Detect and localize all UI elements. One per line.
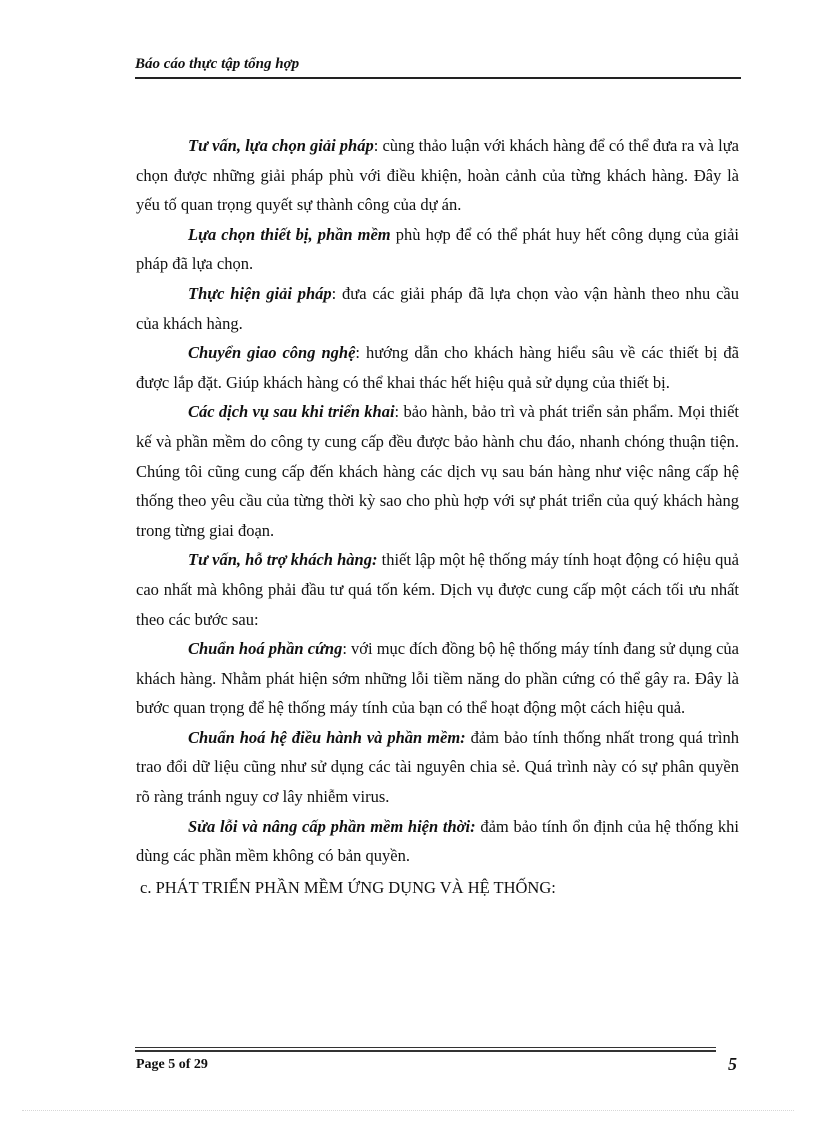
paragraph — [136, 545, 739, 634]
section-heading: c. PHÁT TRIỂN PHẦN MỀM ỨNG DỤNG VÀ HỆ THỐNG: — [140, 877, 556, 897]
paragraph-text: : với mục đích đồng bộ hệ thống máy tính đang sử dụng của khách hàng. Nhằm phát hiện sớm những lỗi tiềm năng do phần cứng có thể gây ra. Đây là bước quan trọng để hệ thống máy tính của bạn có thể hoạt động một cách hiệu quả. — [136, 639, 739, 718]
page-bottom-border — [22, 1110, 794, 1111]
paragraph-text: : bảo hành, bảo trì và phát triển sản phẩm. Mọi thiết kế và phần mềm do công ty cung cấp đều được bảo hành chu đáo, nhanh chóng thuận tiện. Chúng tôi cũng cung cấp đến khách hàng các dịch vụ sau bán hàng như việc nâng cấp hệ thống theo yêu cầu của từng thời kỳ sao cho phù hợp với sự phát triển của quý khách hàng trong từng giai đoạn. — [136, 402, 739, 540]
footer-divider-thick — [135, 1050, 716, 1052]
footer-divider-thin — [135, 1047, 716, 1048]
document-body — [136, 131, 739, 902]
paragraph-term: Thực hiện giải pháp — [188, 283, 332, 303]
header-title: Báo cáo thực tập tổng hợp — [135, 56, 300, 72]
paragraph — [136, 220, 739, 279]
page-number: 5 — [728, 1054, 737, 1074]
paragraph-term: Chuyển giao công nghệ — [188, 343, 356, 363]
paragraph-term: Các dịch vụ sau khi triển khai — [188, 402, 395, 422]
paragraph-text: phù hợp để có thể phát huy hết công dụng của giải pháp đã lựa chọn. — [136, 224, 739, 274]
paragraph-text: thiết lập một hệ thống máy tính hoạt động có hiệu quả cao nhất mà không phải đầu tư quá tốn kém. Dịch vụ được cung cấp một cách tối ưu nhất theo các bước sau: — [136, 550, 739, 629]
paragraph — [136, 397, 739, 545]
paragraph — [136, 338, 739, 397]
paragraph-term: Tư vấn, lựa chọn giải pháp — [188, 136, 374, 155]
paragraph — [136, 131, 739, 220]
footer-divider — [135, 1047, 716, 1054]
paragraph-term: Chuẩn hoá phần cứng — [188, 639, 343, 659]
paragraph-term: Tư vấn, hỗ trợ khách hàng: — [188, 550, 378, 570]
page-header — [135, 54, 741, 79]
paragraph-term: Lựa chọn thiết bị, phần mềm — [188, 224, 391, 244]
paragraph-term: Sửa lỗi và nâng cấp phần mềm hiện thời: — [188, 816, 476, 836]
page-count-label: Page 5 of 29 — [136, 1057, 208, 1072]
paragraph-term: Chuẩn hoá hệ điều hành và phần mềm: — [188, 727, 466, 747]
paragraph — [136, 723, 739, 812]
paragraph-text: : hướng dẫn cho khách hàng hiểu sâu về các thiết bị đã được lắp đặt. Giúp khách hàng có thể khai thác hết hiệu quả sử dụng của thiết bị. — [136, 343, 739, 392]
paragraph-text: : đưa các giải pháp đã lựa chọn vào vận hành theo nhu cầu của khách hàng. — [136, 283, 739, 333]
paragraph-text: : cùng thảo luận với khách hàng để có thể đưa ra và lựa chọn được những giải pháp phù với điều khiện, hoàn cảnh của từng khách hàng. Đây là yếu tố quan trọng quyết sự thành công của dự án. — [136, 136, 739, 215]
paragraph — [136, 634, 739, 723]
paragraph-text: đảm bảo tính ổn định của hệ thống khi dùng các phần mềm không có bản quyền. — [136, 816, 740, 866]
paragraph-text: đảm bảo tính thống nhất trong quá trình trao đổi dữ liệu cũng như sử dụng các tài nguyên chia sẻ. Quá trình này có sự phân quyền rõ ràng tránh nguy cơ lây nhiễm virus. — [136, 727, 739, 807]
header-divider — [135, 77, 741, 79]
paragraph — [136, 279, 739, 338]
page-footer — [135, 1047, 741, 1074]
paragraph — [136, 812, 739, 871]
